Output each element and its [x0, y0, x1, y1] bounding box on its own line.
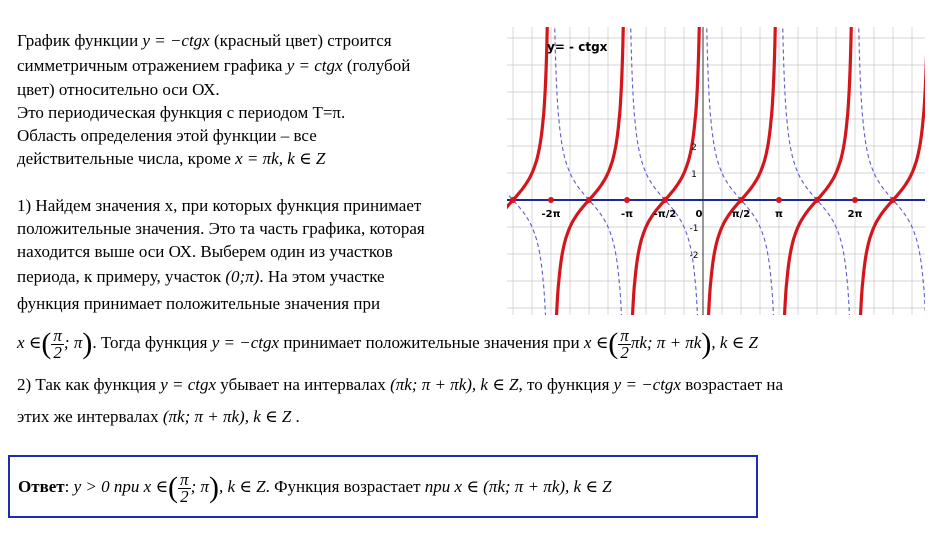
- para1-line4: Это периодическая функция с периодом Т=π.: [17, 103, 346, 122]
- x-tick-label: -π/2: [653, 209, 677, 220]
- text: .: [291, 407, 300, 426]
- formula: , k ∈ Z: [711, 333, 758, 352]
- paren: (: [168, 471, 179, 505]
- x-tick-label: -2π: [541, 209, 561, 220]
- text: действительные числа, кроме: [17, 149, 236, 168]
- fraction: [51, 325, 64, 362]
- x-tick-label: π/2: [731, 209, 751, 220]
- text: этих же интервалах: [17, 407, 163, 426]
- x-tick-label: π: [775, 209, 783, 220]
- x-tick-label: 0: [695, 209, 703, 220]
- formula: (πk; π + πk), k ∈ Z: [162, 407, 292, 426]
- y-tick-label: -1: [689, 224, 699, 234]
- frac-den: 2: [620, 342, 629, 362]
- frac-num: π: [53, 325, 62, 345]
- answer-label: Ответ: [18, 477, 65, 496]
- formula: y = ctgx: [286, 56, 343, 75]
- text: (голубой: [342, 56, 411, 75]
- zero-dot: [890, 197, 896, 203]
- formula: ; π: [63, 333, 83, 352]
- fraction: [178, 469, 191, 506]
- text: (красный цвет) строится: [209, 31, 392, 50]
- cotangent-graph: [507, 27, 925, 315]
- para1-line6: [17, 147, 325, 170]
- formula: y = −ctgx: [613, 375, 681, 394]
- text: принимает положительные значения при: [279, 333, 584, 352]
- graph-legend: y= - ctgx: [547, 40, 608, 54]
- formula: πk; π + πk: [630, 333, 702, 352]
- formula: y = ctgx: [160, 375, 217, 394]
- formula: x = πk, k ∈ Z: [235, 149, 326, 168]
- fraction: [618, 325, 631, 362]
- paren: (: [41, 327, 52, 361]
- y-tick-label: 1: [691, 170, 697, 180]
- frac-num: π: [180, 469, 189, 489]
- para1-line2: [17, 54, 410, 77]
- text: симметричным отражением графика: [17, 56, 287, 75]
- formula: y = −ctgx: [211, 333, 280, 352]
- para2-line2: положительные значения. Это та часть графика, которая: [17, 219, 425, 238]
- para2-line3: находится выше оси ОХ. Выберем один из участков: [17, 242, 393, 261]
- zero-dot: [852, 197, 858, 203]
- zero-dot: [738, 197, 744, 203]
- zero-dot: [776, 197, 782, 203]
- formula: y = −ctgx: [142, 31, 210, 50]
- zero-dot: [548, 197, 554, 203]
- frac-den: 2: [180, 486, 189, 506]
- paren: ): [82, 327, 93, 361]
- formula: при x ∈ (πk; π + πk), k ∈ Z: [424, 477, 612, 496]
- x-tick-label: 2π: [847, 209, 863, 220]
- para2-line5: функция принимает положительные значения при: [17, 294, 381, 313]
- zero-dot: [624, 197, 630, 203]
- formula: ; π: [190, 477, 210, 496]
- para1-line3: цвет) относительно оси ОХ.: [17, 80, 220, 99]
- frac-den: 2: [53, 342, 62, 362]
- zero-dot: [662, 197, 668, 203]
- answer-line: [18, 470, 612, 505]
- frac-num: π: [620, 325, 629, 345]
- text: :: [64, 477, 70, 496]
- formula: x ∈: [583, 333, 609, 352]
- formula: (πk; π + πk), k ∈ Z: [390, 375, 519, 394]
- x-tick-label: -π: [620, 209, 634, 220]
- text: . Функция возрастает: [265, 477, 425, 496]
- para1-line5: Область определения этой функции – все: [17, 126, 317, 145]
- formula: x ∈: [17, 333, 42, 352]
- paren: (: [608, 327, 619, 361]
- text: . На этом участке: [259, 267, 385, 286]
- zero-dot: [510, 197, 516, 203]
- text: График функции: [17, 31, 143, 50]
- text: убывает на интервалах: [216, 375, 391, 394]
- para2-line1: 1) Найдем значения х, при которых функция принимает: [17, 196, 422, 215]
- text: , то функция: [518, 375, 614, 394]
- formula: , k ∈ Z: [219, 477, 266, 496]
- para2-line6: [17, 326, 758, 361]
- zero-dot: [814, 197, 820, 203]
- y-tick-label: 2: [691, 143, 697, 153]
- para2-line4: [17, 265, 385, 288]
- text: 2) Так как функция: [17, 375, 161, 394]
- paren: ): [701, 327, 712, 361]
- para1-line1: [17, 29, 392, 52]
- zero-dot: [586, 197, 592, 203]
- text: возрастает на: [680, 375, 784, 394]
- formula: y > 0 при x ∈: [69, 477, 169, 496]
- text: . Тогда функция: [92, 333, 212, 352]
- text: периода, к примеру, участок: [17, 267, 226, 286]
- para3-line2: [17, 405, 300, 428]
- y-tick-label: -2: [689, 251, 699, 261]
- paren: ): [209, 471, 220, 505]
- formula: (0;π): [225, 267, 260, 286]
- para3-line1: [17, 373, 783, 396]
